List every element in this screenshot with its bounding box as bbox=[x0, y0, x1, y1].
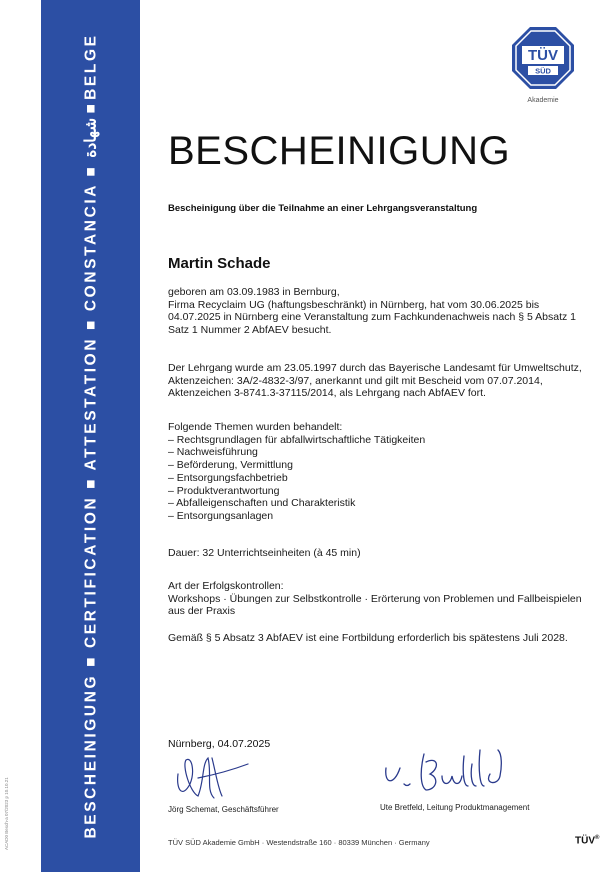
text-line: Firma Recyclaim UG (haftungsbeschränkt) in Nürnberg, hat vom 30.06.2025 bis bbox=[168, 298, 540, 311]
margin-form-code-text: ACAD0 Besch-a 07/2023 p 10.10.21 bbox=[4, 777, 9, 850]
place-date: Nürnberg, 04.07.2025 bbox=[168, 738, 271, 750]
assessment-section bbox=[168, 580, 588, 618]
text-line: Art der Erfolgskontrollen: bbox=[168, 580, 284, 592]
footer-address: TÜV SÜD Akademie GmbH · Westendstraße 160 · 80339 München · Germany bbox=[168, 838, 430, 847]
certificate-title: BESCHEINIGUNG bbox=[168, 129, 511, 173]
further-training-line: Gemäß § 5 Absatz 3 AbfAEV ist eine Fortbildung erforderlich bis spätestens Juli 2028. bbox=[168, 632, 568, 644]
text-line: Satz 1 Nummer 2 AbfAEV besucht. bbox=[168, 324, 332, 337]
topic-item: – Abfalleigenschaften und Charakteristik bbox=[168, 497, 356, 510]
signature-left-image bbox=[168, 744, 328, 804]
tuv-sud-logo bbox=[508, 25, 578, 111]
text-line: aus der Praxis bbox=[168, 605, 236, 618]
footer-tuv-text: TÜV bbox=[575, 835, 595, 847]
text-line: Aktenzeichen: 3A/2-4832-3/97, anerkannt und gilt mit Bescheid vom 07.07.2014, bbox=[168, 374, 543, 387]
duration-line: Dauer: 32 Unterrichtseinheiten (à 45 min) bbox=[168, 547, 361, 559]
text-line: 04.07.2025 in Nürnberg eine Veranstaltung zum Fachkundenachweis nach § 5 Absatz 1 bbox=[168, 311, 577, 324]
logo-bottom-text: SÜD bbox=[535, 66, 551, 76]
participant-name: Martin Schade bbox=[168, 255, 271, 272]
margin-form-code bbox=[4, 777, 14, 850]
topic-item: – Produktverantwortung bbox=[168, 484, 280, 497]
topics-section bbox=[168, 421, 588, 523]
signature-right-image bbox=[380, 740, 580, 800]
text-line: Aktenzeichen 3-8741.3-37115/2014, als Lehrgang nach AbfAEV fort. bbox=[168, 387, 486, 400]
topic-item: – Nachweisführung bbox=[168, 446, 258, 459]
topics-intro: Folgende Themen wurden behandelt: bbox=[168, 421, 343, 433]
footer-tuv-mark bbox=[575, 835, 599, 846]
language-band-text: BESCHEINIGUNG ■ CERTIFICATION ■ ATTESTATION ■ CONSTANCIA ■ شهادة ■ BELGE bbox=[82, 33, 99, 839]
logo-top-text: TÜV bbox=[528, 47, 558, 64]
attendance-paragraph bbox=[168, 286, 588, 337]
registered-icon: ® bbox=[595, 835, 600, 841]
topic-item: – Entsorgungsfachbetrieb bbox=[168, 471, 288, 484]
tuv-octagon-icon bbox=[508, 25, 578, 97]
signature-left bbox=[168, 744, 328, 814]
accreditation-paragraph bbox=[168, 362, 588, 400]
topic-item: – Entsorgungsanlagen bbox=[168, 509, 274, 522]
signature-left-caption: Jörg Schemat, Geschäftsführer bbox=[168, 805, 279, 814]
text-line: geboren am 03.09.1983 in Bernburg, bbox=[168, 286, 340, 298]
topic-item: – Rechtsgrundlagen für abfallwirtschaftliche Tätigkeiten bbox=[168, 433, 426, 446]
signature-right-caption: Ute Bretfeld, Leitung Produktmanagement bbox=[380, 803, 530, 812]
logo-caption: Akademie bbox=[527, 97, 559, 104]
text-line: Der Lehrgang wurde am 23.05.1997 durch das Bayerische Landesamt für Umweltschutz, bbox=[168, 362, 582, 374]
text-line: Workshops · Übungen zur Selbstkontrolle · Erörterung von Problemen und Fallbeispielen bbox=[168, 592, 582, 605]
language-band bbox=[41, 0, 140, 872]
signature-right bbox=[380, 740, 580, 812]
certificate-subtitle: Bescheinigung über die Teilnahme an einer Lehrgangsveranstaltung bbox=[168, 203, 478, 214]
topic-item: – Beförderung, Vermittlung bbox=[168, 459, 293, 472]
